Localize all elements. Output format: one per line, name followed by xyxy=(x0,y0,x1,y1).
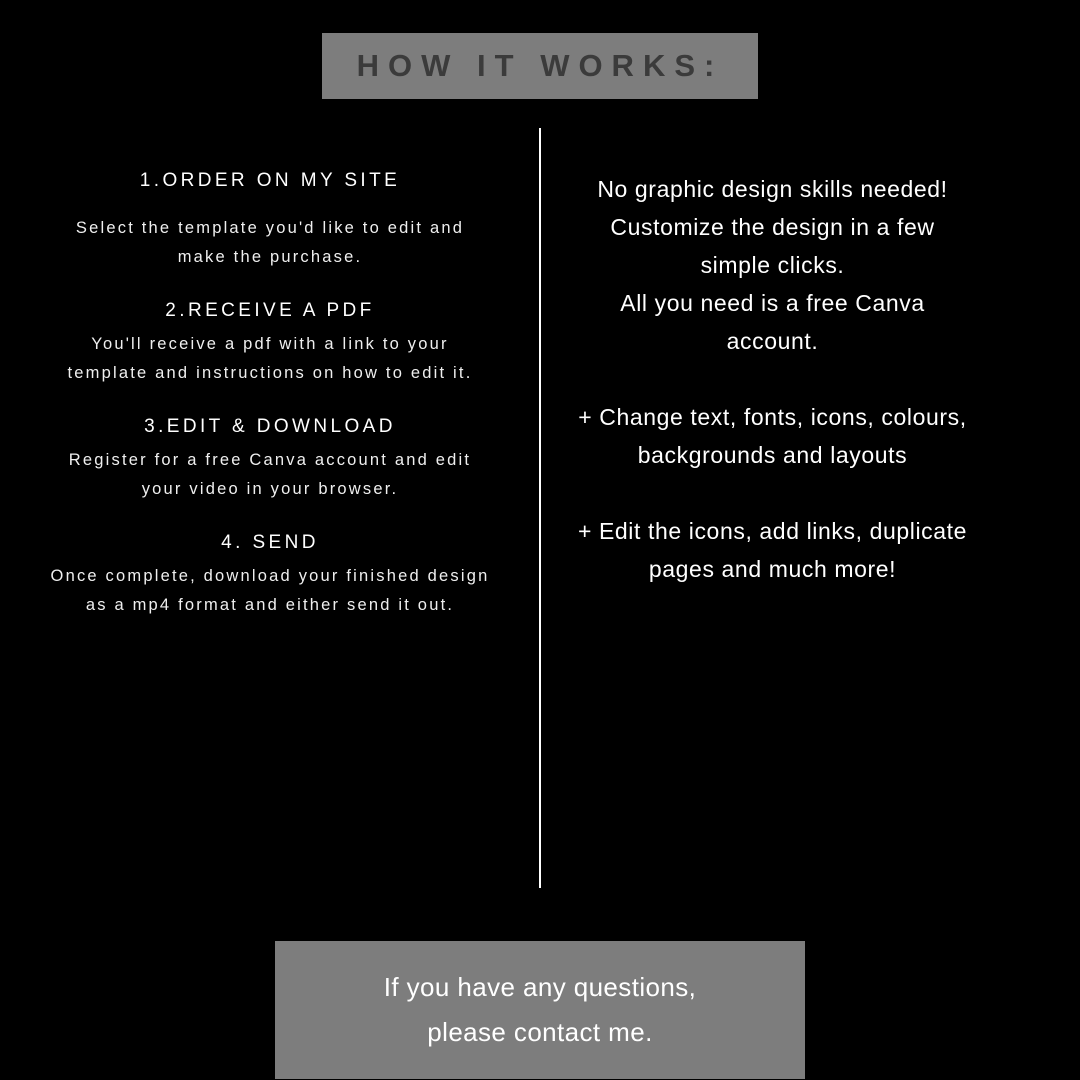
step-body: Once complete, download your finished design as a mp4 format and either send it out. xyxy=(50,567,490,614)
feature-paragraph: No graphic design skills needed! Customize the design in a few simple clicks. All you need is a free Canva account. xyxy=(597,176,948,354)
page-title: HOW IT WORKS: xyxy=(356,48,724,83)
step-title: 2.RECEIVE A PDF xyxy=(165,300,375,321)
step-item xyxy=(40,416,500,504)
step-item xyxy=(40,532,500,620)
step-body: Select the template you'd like to edit and make the purchase. xyxy=(75,219,465,266)
contact-banner xyxy=(275,941,805,1079)
steps-column xyxy=(40,170,500,648)
step-item xyxy=(40,300,500,388)
header-banner xyxy=(322,33,758,99)
step-item xyxy=(40,170,500,272)
vertical-divider xyxy=(539,128,541,888)
step-title: 4. SEND xyxy=(221,532,319,553)
step-body: You'll receive a pdf with a link to your template and instructions on how to edit it. xyxy=(67,335,473,382)
feature-paragraph: + Edit the icons, add links, duplicate pages and much more! xyxy=(577,518,968,582)
step-title: 1.ORDER ON MY SITE xyxy=(139,170,401,191)
step-body: Register for a free Canva account and edit your video in your browser. xyxy=(68,451,472,498)
step-title: 3.EDIT & DOWNLOAD xyxy=(144,416,396,437)
contact-line-2: please contact me. xyxy=(427,1017,653,1047)
contact-line-1: If you have any questions, xyxy=(383,972,697,1002)
features-column xyxy=(575,170,970,588)
feature-paragraph: + Change text, fonts, icons, colours, backgrounds and layouts xyxy=(578,404,967,468)
